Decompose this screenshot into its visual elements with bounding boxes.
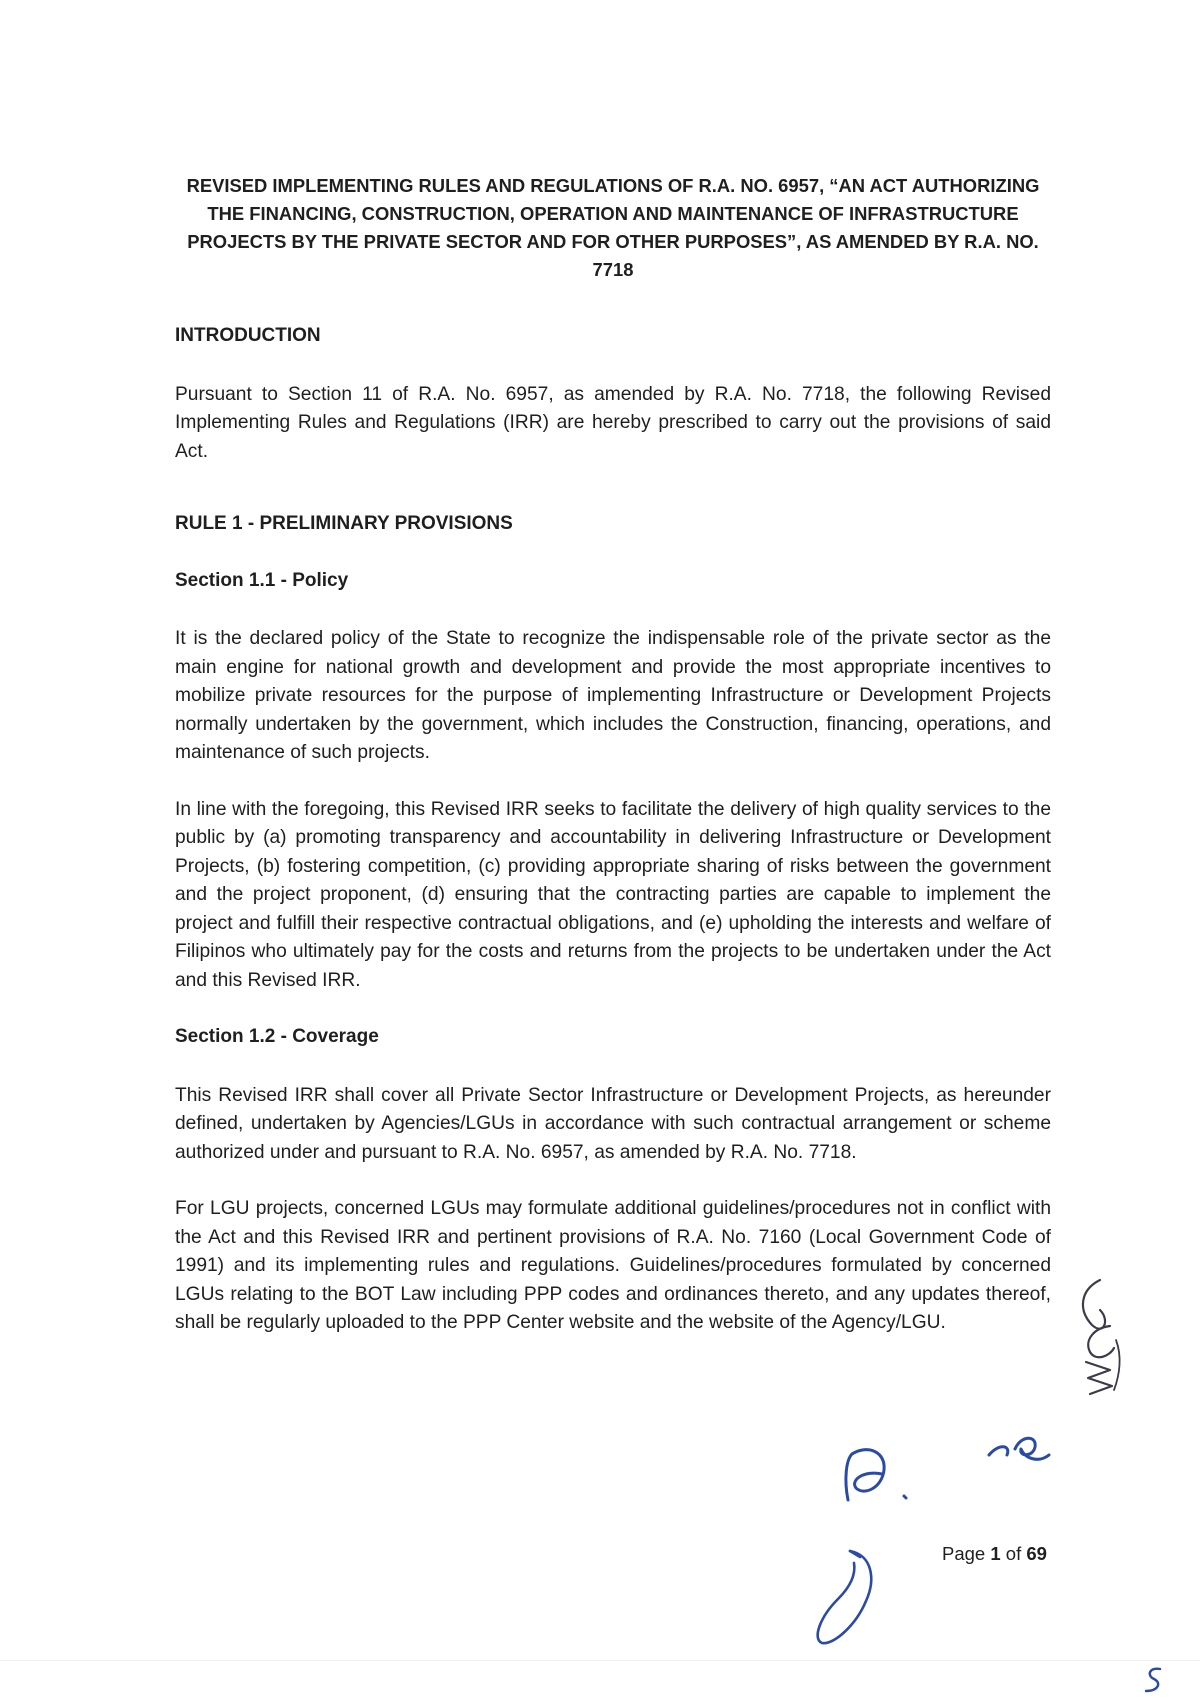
section-1-1-heading: Section 1.1 - Policy <box>175 569 349 591</box>
scan-edge <box>0 1660 1200 1661</box>
section-1-2-heading: Section 1.2 - Coverage <box>175 1026 379 1047</box>
policy-paragraph-2: In line with the foregoing, this Revised IRR seeks to facilitate the delivery of high quality services to the public by (a) promoting transparency and accountability in delivering Infrastructure or Development Projects, (b) fostering competition, (c) providing appropriate sharing of risks between the government and the project proponent, (d) ensuring that the contracting parties are capable to implement the project and fulfill their respective contractual obligations, and (e) upholding the interests and welfare of Filipinos who ultimately pay for the costs and returns from the projects to be undertaken under the Act and this Revised IRR. <box>175 798 1051 991</box>
page-label: Page <box>942 1543 986 1564</box>
page-current: 1 <box>990 1543 1001 1564</box>
initial-s <box>1140 1665 1166 1695</box>
rule-1-heading: RULE 1 - PRELIMINARY PROVISIONS <box>175 513 513 534</box>
introduction-heading: INTRODUCTION <box>175 325 321 346</box>
coverage-paragraph-1: This Revised IRR shall cover all Private Sector Infrastructure or Development Projects, as hereunder defined, undertaken by Agencies/LGUs in accordance with such contractual arrangement or scheme authorized under and pursuant to R.A. No. 6957, as amended by R.A. No. 7718. <box>175 1084 1051 1163</box>
page-of: of <box>1005 1543 1022 1564</box>
initial-loop <box>810 1545 890 1655</box>
coverage-paragraph-2: For LGU projects, concerned LGUs may formulate additional guidelines/procedures not in conflict with the Act and this Revised IRR and pertinent provisions of R.A. No. 7160 (Local Government Code of 1991) and its implementing rules and regulations. Guidelines/procedures formulated by concerned LGUs relating to the BOT Law including PPP codes and ordinances thereto, and any updates thereof, shall be regularly uploaded to the PPP Center website and the website of the Agency/LGU. <box>175 1198 1051 1333</box>
page-number <box>942 1542 1047 1566</box>
document-body <box>175 172 1051 1338</box>
page-total: 69 <box>1026 1543 1047 1564</box>
policy-paragraph-1: It is the declared policy of the State to recognize the indispensable role of the private sector as the main engine for national growth and development and provide the most appropriate incentives to mobilize private resources for the purpose of implementing Infrastructure or Development Projects normally undertaken by the government, which includes the Construction, financing, operations, and maintenance of such projects. <box>175 628 1051 763</box>
introduction-paragraph: Pursuant to Section 11 of R.A. No. 6957, as amended by R.A. No. 7718, the following Revised Implementing Rules and Regulations (IRR) are hereby prescribed to carry out the provisions of said Act. <box>175 383 1051 462</box>
initial-lq <box>985 1425 1055 1475</box>
initial-rd <box>838 1440 918 1510</box>
document-title: REVISED IMPLEMENTING RULES AND REGULATIONS OF R.A. NO. 6957, “AN ACT AUTHORIZING THE FINANCING, CONSTRUCTION, OPERATION AND MAINTENANCE OF INFRASTRUCTURE PROJECTS BY THE PRIVATE SECTOR AND FOR OTHER PURPOSES”, AS AMENDED BY R.A. NO. 7718 <box>186 175 1040 280</box>
signature-mcc <box>1070 1270 1130 1410</box>
